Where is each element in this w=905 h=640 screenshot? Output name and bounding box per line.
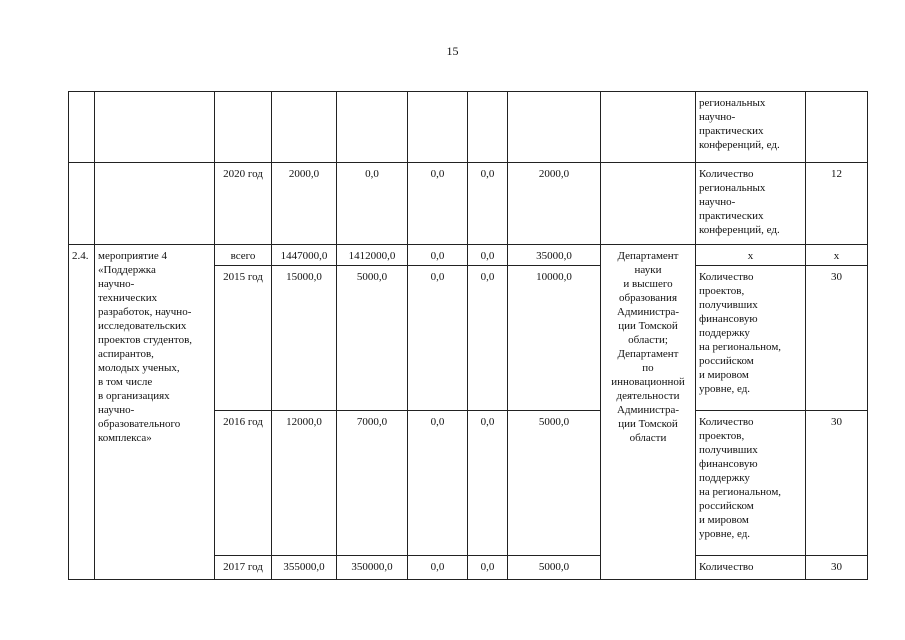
cell-regional: 0,0	[408, 163, 468, 245]
cell-year: всего	[215, 245, 272, 266]
cell-indicator: Количество проектов, получивших финансовую поддержку на региональном, российском и мировом уровне, ед.	[696, 411, 806, 556]
cell-local: 0,0	[468, 411, 508, 556]
cell-indicator-value: 30	[806, 266, 868, 411]
cell-indicator-value: 30	[806, 556, 868, 580]
page-number: 15	[446, 44, 459, 58]
cell-local	[468, 92, 508, 163]
cell-total	[272, 92, 337, 163]
cell-executor	[601, 92, 696, 163]
cell-other	[508, 92, 601, 163]
cell-number	[69, 163, 95, 245]
cell-federal: 0,0	[337, 163, 408, 245]
cell-number: 2.4.	[69, 245, 95, 580]
cell-total: 2000,0	[272, 163, 337, 245]
table-row	[69, 163, 868, 245]
program-table	[68, 91, 868, 580]
cell-year	[215, 92, 272, 163]
cell-year: 2017 год	[215, 556, 272, 580]
cell-local: 0,0	[468, 556, 508, 580]
cell-federal: 5000,0	[337, 266, 408, 411]
cell-federal: 350000,0	[337, 556, 408, 580]
cell-indicator-value: х	[806, 245, 868, 266]
cell-regional	[408, 92, 468, 163]
cell-indicator: Количество региональных научно- практических конференций, ед.	[696, 163, 806, 245]
cell-federal	[337, 92, 408, 163]
cell-indicator-value: 12	[806, 163, 868, 245]
cell-other: 35000,0	[508, 245, 601, 266]
cell-executor: Департамент науки и высшего образования Администра- ции Томской области; Департамент по инновационной деятельности Администра- ции Томской области	[601, 245, 696, 580]
cell-measure-name: мероприятие 4 «Поддержка научно- технических разработок, научно- исследовательских проектов студентов, аспирантов, молодых ученых, в том числе в организациях научно- образовательного комплекса»	[95, 245, 215, 580]
cell-indicator: региональных научно- практических конференций, ед.	[696, 92, 806, 163]
cell-federal: 1412000,0	[337, 245, 408, 266]
table-row	[69, 245, 868, 266]
cell-year: 2016 год	[215, 411, 272, 556]
cell-other: 5000,0	[508, 556, 601, 580]
cell-regional: 0,0	[408, 266, 468, 411]
cell-total: 12000,0	[272, 411, 337, 556]
cell-federal: 7000,0	[337, 411, 408, 556]
cell-regional: 0,0	[408, 245, 468, 266]
cell-indicator-value: 30	[806, 411, 868, 556]
cell-local: 0,0	[468, 163, 508, 245]
cell-regional: 0,0	[408, 411, 468, 556]
cell-other: 10000,0	[508, 266, 601, 411]
cell-measure-name	[95, 92, 215, 163]
cell-total: 1447000,0	[272, 245, 337, 266]
cell-regional: 0,0	[408, 556, 468, 580]
cell-indicator: х	[696, 245, 806, 266]
cell-indicator: Количество	[696, 556, 806, 580]
cell-local: 0,0	[468, 245, 508, 266]
cell-indicator-value	[806, 92, 868, 163]
table-row	[69, 92, 868, 163]
cell-total: 355000,0	[272, 556, 337, 580]
cell-year: 2020 год	[215, 163, 272, 245]
cell-indicator: Количество проектов, получивших финансовую поддержку на региональном, российском и мировом уровне, ед.	[696, 266, 806, 411]
cell-other: 2000,0	[508, 163, 601, 245]
cell-year: 2015 год	[215, 266, 272, 411]
cell-measure-name	[95, 163, 215, 245]
cell-total: 15000,0	[272, 266, 337, 411]
cell-executor	[601, 163, 696, 245]
cell-other: 5000,0	[508, 411, 601, 556]
cell-local: 0,0	[468, 266, 508, 411]
cell-number	[69, 92, 95, 163]
